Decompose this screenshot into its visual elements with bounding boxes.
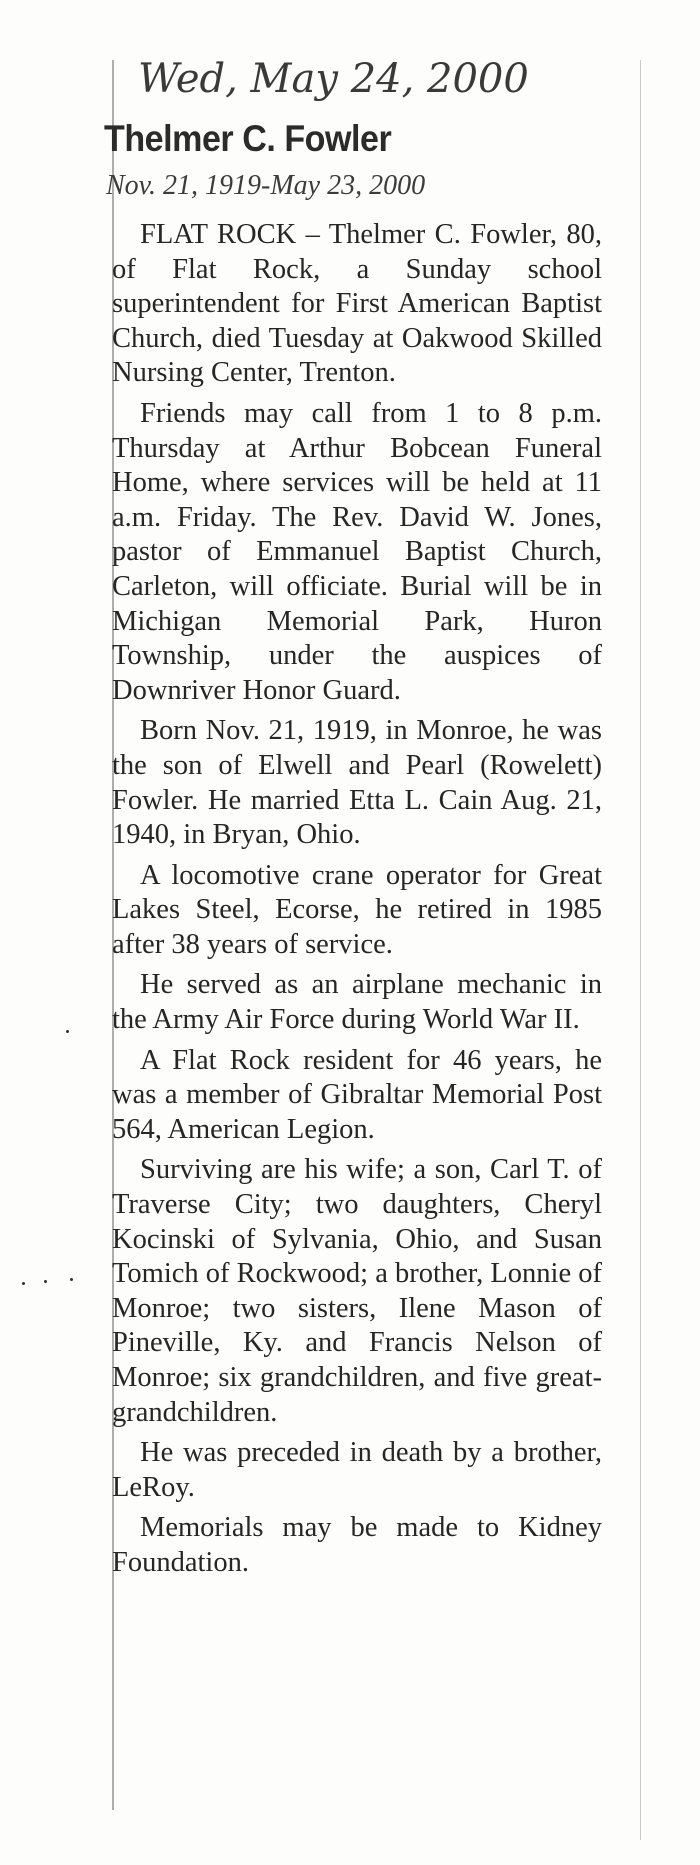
obituary-headline: Thelmer C. Fowler [104,118,392,159]
scan-speck [22,1282,25,1285]
handwritten-date [138,50,588,120]
obituary-paragraph: He was preceded in death by a brother, LeRoy. [112,1437,602,1503]
obituary-paragraph: Friends may call from 1 to 8 p.m. Thursday at Arthur Bobcean Funeral Home, where services will be held at 11 a.m. Friday. The Rev. David W. Jones, pastor of Emmanuel Baptist Church, Carleton, will officiate. Burial will be in Michigan Memorial Park, Huron Township, under the auspices of Downriver Honor Guard. [112,397,602,706]
handwritten-date-text: Wed, May 24, 2000 [138,56,529,102]
obituary-paragraph: Memorials may be made to Kidney Foundation. [112,1512,602,1578]
scan-speck [70,1278,73,1281]
obituary-paragraph: Born Nov. 21, 1919, in Monroe, he was the son of Elwell and Pearl (Rowelett) Fowler. He married Etta L. Cain Aug. 21, 1940, in Bryan, Ohio. [112,715,602,851]
obituary-paragraph: Surviving are his wife; a son, Carl T. of Traverse City; two daughters, Cheryl Kocinski of Sylvania, Ohio, and Susan Tomich of Rockwood; a brother, Lonnie of Monroe; two sisters, Ilene Mason of Pineville, Ky. and Francis Nelson of Monroe; six grandchildren, and five great-grandchildren. [112,1154,602,1428]
obituary-paragraph: FLAT ROCK – Thelmer C. Fowler, 80, of Flat Rock, a Sunday school superintendent for First American Baptist Church, died Tuesday at Oakwood Skilled Nursing Center, Trenton. [112,219,602,389]
right-column-rule [640,60,641,1840]
scan-speck [66,1030,69,1033]
obituary-paragraph: A locomotive crane operator for Great Lakes Steel, Ecorse, he retired in 1985 after 38 years of service. [112,859,602,960]
scan-speck [44,1280,47,1283]
obituary-paragraph: A Flat Rock resident for 46 years, he was a member of Gibraltar Memorial Post 564, American Legion. [112,1044,602,1145]
life-dates: Nov. 21, 1919-May 23, 2000 [106,170,426,201]
obituary-body [112,218,602,1587]
obituary-paragraph: He served as an airplane mechanic in the Army Air Force during World War II. [112,969,602,1036]
